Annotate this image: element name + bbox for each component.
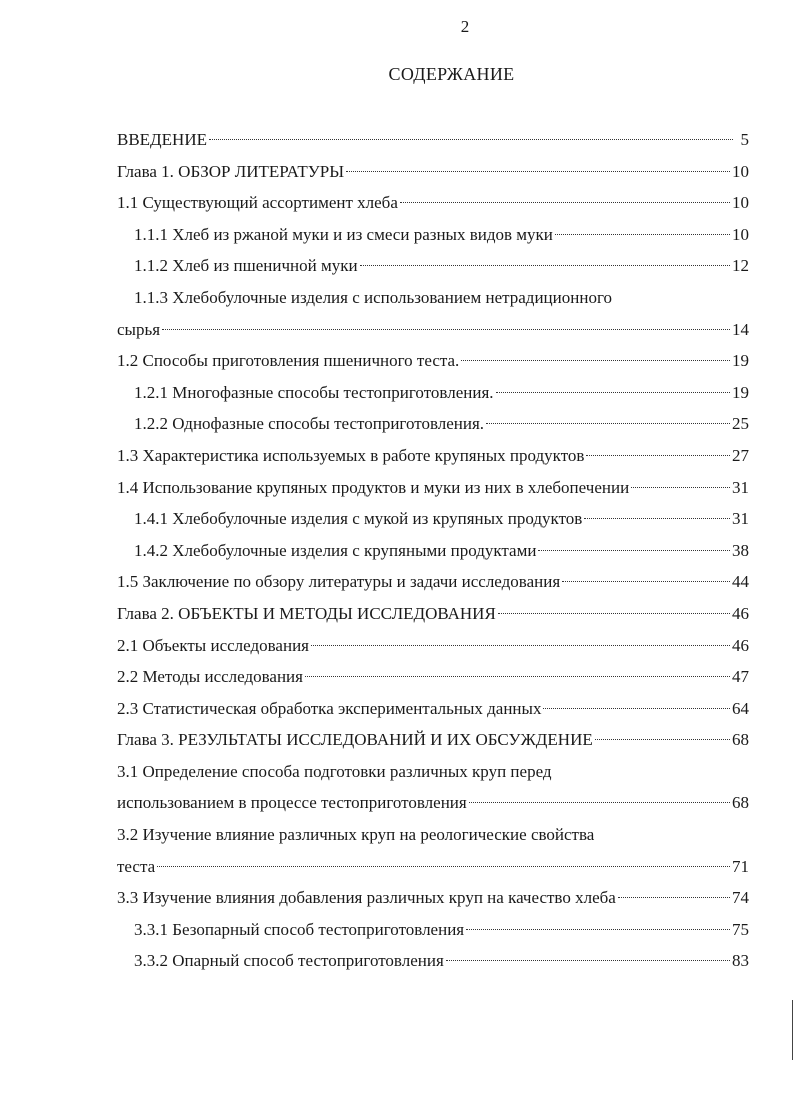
toc-entry-label: 2.3 Статистическая обработка экспериментальных данных — [117, 698, 542, 718]
toc-entry-1-2-1 — [117, 377, 749, 409]
toc-entry-3-3 — [117, 882, 749, 914]
dot-leader — [498, 613, 730, 614]
toc-entry-page: 25 — [732, 414, 749, 434]
toc-entry-3-3-2 — [117, 945, 749, 977]
toc-entry-label: 1.2.2 Однофазные способы тестоприготовления. — [134, 414, 485, 434]
toc-entry-1-2-2 — [117, 408, 749, 440]
toc-entry-1-4-2 — [117, 535, 749, 567]
toc-entry-3-1 — [117, 756, 749, 788]
toc-entry-3-1-continued — [117, 787, 749, 819]
dot-leader — [461, 360, 730, 361]
dot-leader — [618, 897, 730, 898]
dot-leader — [446, 960, 730, 961]
toc-entry-page: 75 — [732, 919, 749, 939]
dot-leader — [209, 139, 733, 140]
page-number: 2 — [460, 17, 470, 36]
toc-entry-label: 3.3.2 Опарный способ тестоприготовления — [134, 951, 444, 971]
toc-entry-chapter-3 — [117, 724, 749, 756]
toc-entry-label: 2.2 Методы исследования — [117, 667, 303, 687]
toc-entry-label: использованием в процессе тестоприготовления — [117, 793, 467, 813]
toc-entry-1-1 — [117, 187, 749, 219]
toc-entry-page: 10 — [732, 224, 749, 244]
toc-entry-page: 38 — [732, 540, 749, 560]
toc-entry-1-1-3 — [117, 282, 749, 314]
toc-entry-page: 31 — [732, 477, 749, 497]
toc-entry-label: Глава 2. ОБЪЕКТЫ И МЕТОДЫ ИССЛЕДОВАНИЯ — [117, 603, 496, 623]
dot-leader — [538, 550, 730, 551]
toc-entry-label: 3.1 Определение способа подготовки различных круп перед — [117, 761, 552, 781]
toc-entry-label: 1.1.3 Хлебобулочные изделия с использованием нетрадиционного — [134, 287, 612, 307]
toc-entry-page: 14 — [732, 319, 749, 339]
toc-entry-chapter-1 — [117, 156, 749, 188]
toc-entry-page: 5 — [740, 130, 749, 149]
dot-leader — [562, 581, 730, 582]
dot-leader — [584, 518, 730, 519]
toc-entry-page: 12 — [732, 256, 749, 276]
toc-entry-page: 68 — [732, 730, 749, 750]
toc-entry-page: 31 — [732, 509, 749, 529]
toc-entry-3-2-continued — [117, 851, 749, 883]
toc-entry-2-1 — [117, 630, 749, 662]
toc-entry-label: 1.4.1 Хлебобулочные изделия с мукой из крупяных продуктов — [134, 509, 583, 529]
toc-entry-page: 10 — [732, 161, 749, 181]
toc-entry-1-1-3-continued — [117, 314, 749, 346]
dot-leader — [157, 866, 730, 867]
dot-leader — [543, 708, 730, 709]
dot-leader — [586, 455, 730, 456]
toc-entry-2-3 — [117, 693, 749, 725]
toc-entry-introduction — [117, 124, 749, 156]
toc-entry-label: 1.4.2 Хлебобулочные изделия с крупяными продуктами — [134, 540, 537, 560]
toc-entry-1-4 — [117, 472, 749, 504]
dot-leader — [162, 329, 730, 330]
dot-leader — [555, 234, 730, 235]
dot-leader — [486, 423, 730, 424]
toc-entry-1-3 — [117, 440, 749, 472]
dot-leader — [595, 739, 730, 740]
dot-leader — [496, 392, 730, 393]
dot-leader — [311, 645, 730, 646]
toc-entry-label: 1.2 Способы приготовления пшеничного теста. — [117, 351, 460, 371]
toc-entry-label: Глава 1. ОБЗОР ЛИТЕРАТУРЫ — [117, 161, 345, 181]
dot-leader — [631, 487, 730, 488]
dot-leader — [360, 265, 730, 266]
toc-entry-page: 19 — [732, 351, 749, 371]
toc-entry-page: 47 — [732, 667, 749, 687]
toc-entry-label: 1.2.1 Многофазные способы тестоприготовления. — [134, 382, 494, 402]
toc-entry-label: ВВЕДЕНИЕ — [117, 130, 207, 149]
dot-leader — [305, 676, 730, 677]
toc-entry-label: 1.1 Существующий ассортимент хлеба — [117, 193, 398, 213]
toc-entry-page: 27 — [732, 445, 749, 465]
toc-entry-page: 44 — [732, 572, 749, 592]
toc-entry-page: 71 — [732, 856, 749, 876]
dot-leader — [469, 802, 730, 803]
page-title: СОДЕРЖАНИЕ — [388, 64, 515, 84]
toc-entry-label: Глава 3. РЕЗУЛЬТАТЫ ИССЛЕДОВАНИЙ И ИХ ОБСУЖДЕНИЕ — [117, 730, 593, 750]
dot-leader — [466, 929, 730, 930]
toc-entry-1-4-1 — [117, 503, 749, 535]
toc-entry-label: 3.3.1 Безопарный способ тестоприготовления — [134, 919, 465, 939]
toc-entry-3-2 — [117, 819, 749, 851]
toc-entry-label: 1.4 Использование крупяных продуктов и муки из них в хлебопечении — [117, 477, 630, 497]
toc-entry-3-3-1 — [117, 914, 749, 946]
toc-entry-page: 68 — [732, 793, 749, 813]
toc-entry-1-5 — [117, 566, 749, 598]
toc-entry-page: 46 — [732, 603, 749, 623]
toc-entry-page: 19 — [732, 382, 749, 402]
toc-entry-chapter-2 — [117, 598, 749, 630]
toc-entry-page: 10 — [732, 193, 749, 213]
table-of-contents — [117, 124, 749, 977]
toc-entry-2-2 — [117, 661, 749, 693]
toc-entry-page: 83 — [732, 951, 749, 971]
toc-entry-label: сырья — [117, 319, 161, 339]
toc-entry-label: 1.5 Заключение по обзору литературы и задачи исследования — [117, 572, 561, 592]
toc-entry-1-1-1 — [117, 219, 749, 251]
toc-entry-page: 46 — [732, 635, 749, 655]
toc-entry-1-2 — [117, 345, 749, 377]
toc-entry-1-1-2 — [117, 250, 749, 282]
toc-entry-page: 74 — [732, 888, 749, 908]
toc-entry-label: 3.3 Изучение влияния добавления различных круп на качество хлеба — [117, 888, 616, 908]
dot-leader — [346, 171, 730, 172]
toc-entry-label: 1.1.1 Хлеб из ржаной муки и из смеси разных видов муки — [134, 224, 553, 244]
toc-entry-label: 1.3 Характеристика используемых в работе крупяных продуктов — [117, 445, 585, 465]
dot-leader — [400, 202, 730, 203]
toc-entry-label: 3.2 Изучение влияние различных круп на реологические свойства — [117, 825, 595, 845]
toc-entry-label: 2.1 Объекты исследования — [117, 635, 309, 655]
toc-entry-label: 1.1.2 Хлеб из пшеничной муки — [134, 256, 358, 276]
toc-entry-label: теста — [117, 856, 156, 876]
scan-edge-mark — [792, 1000, 793, 1060]
toc-entry-page: 64 — [732, 698, 749, 718]
